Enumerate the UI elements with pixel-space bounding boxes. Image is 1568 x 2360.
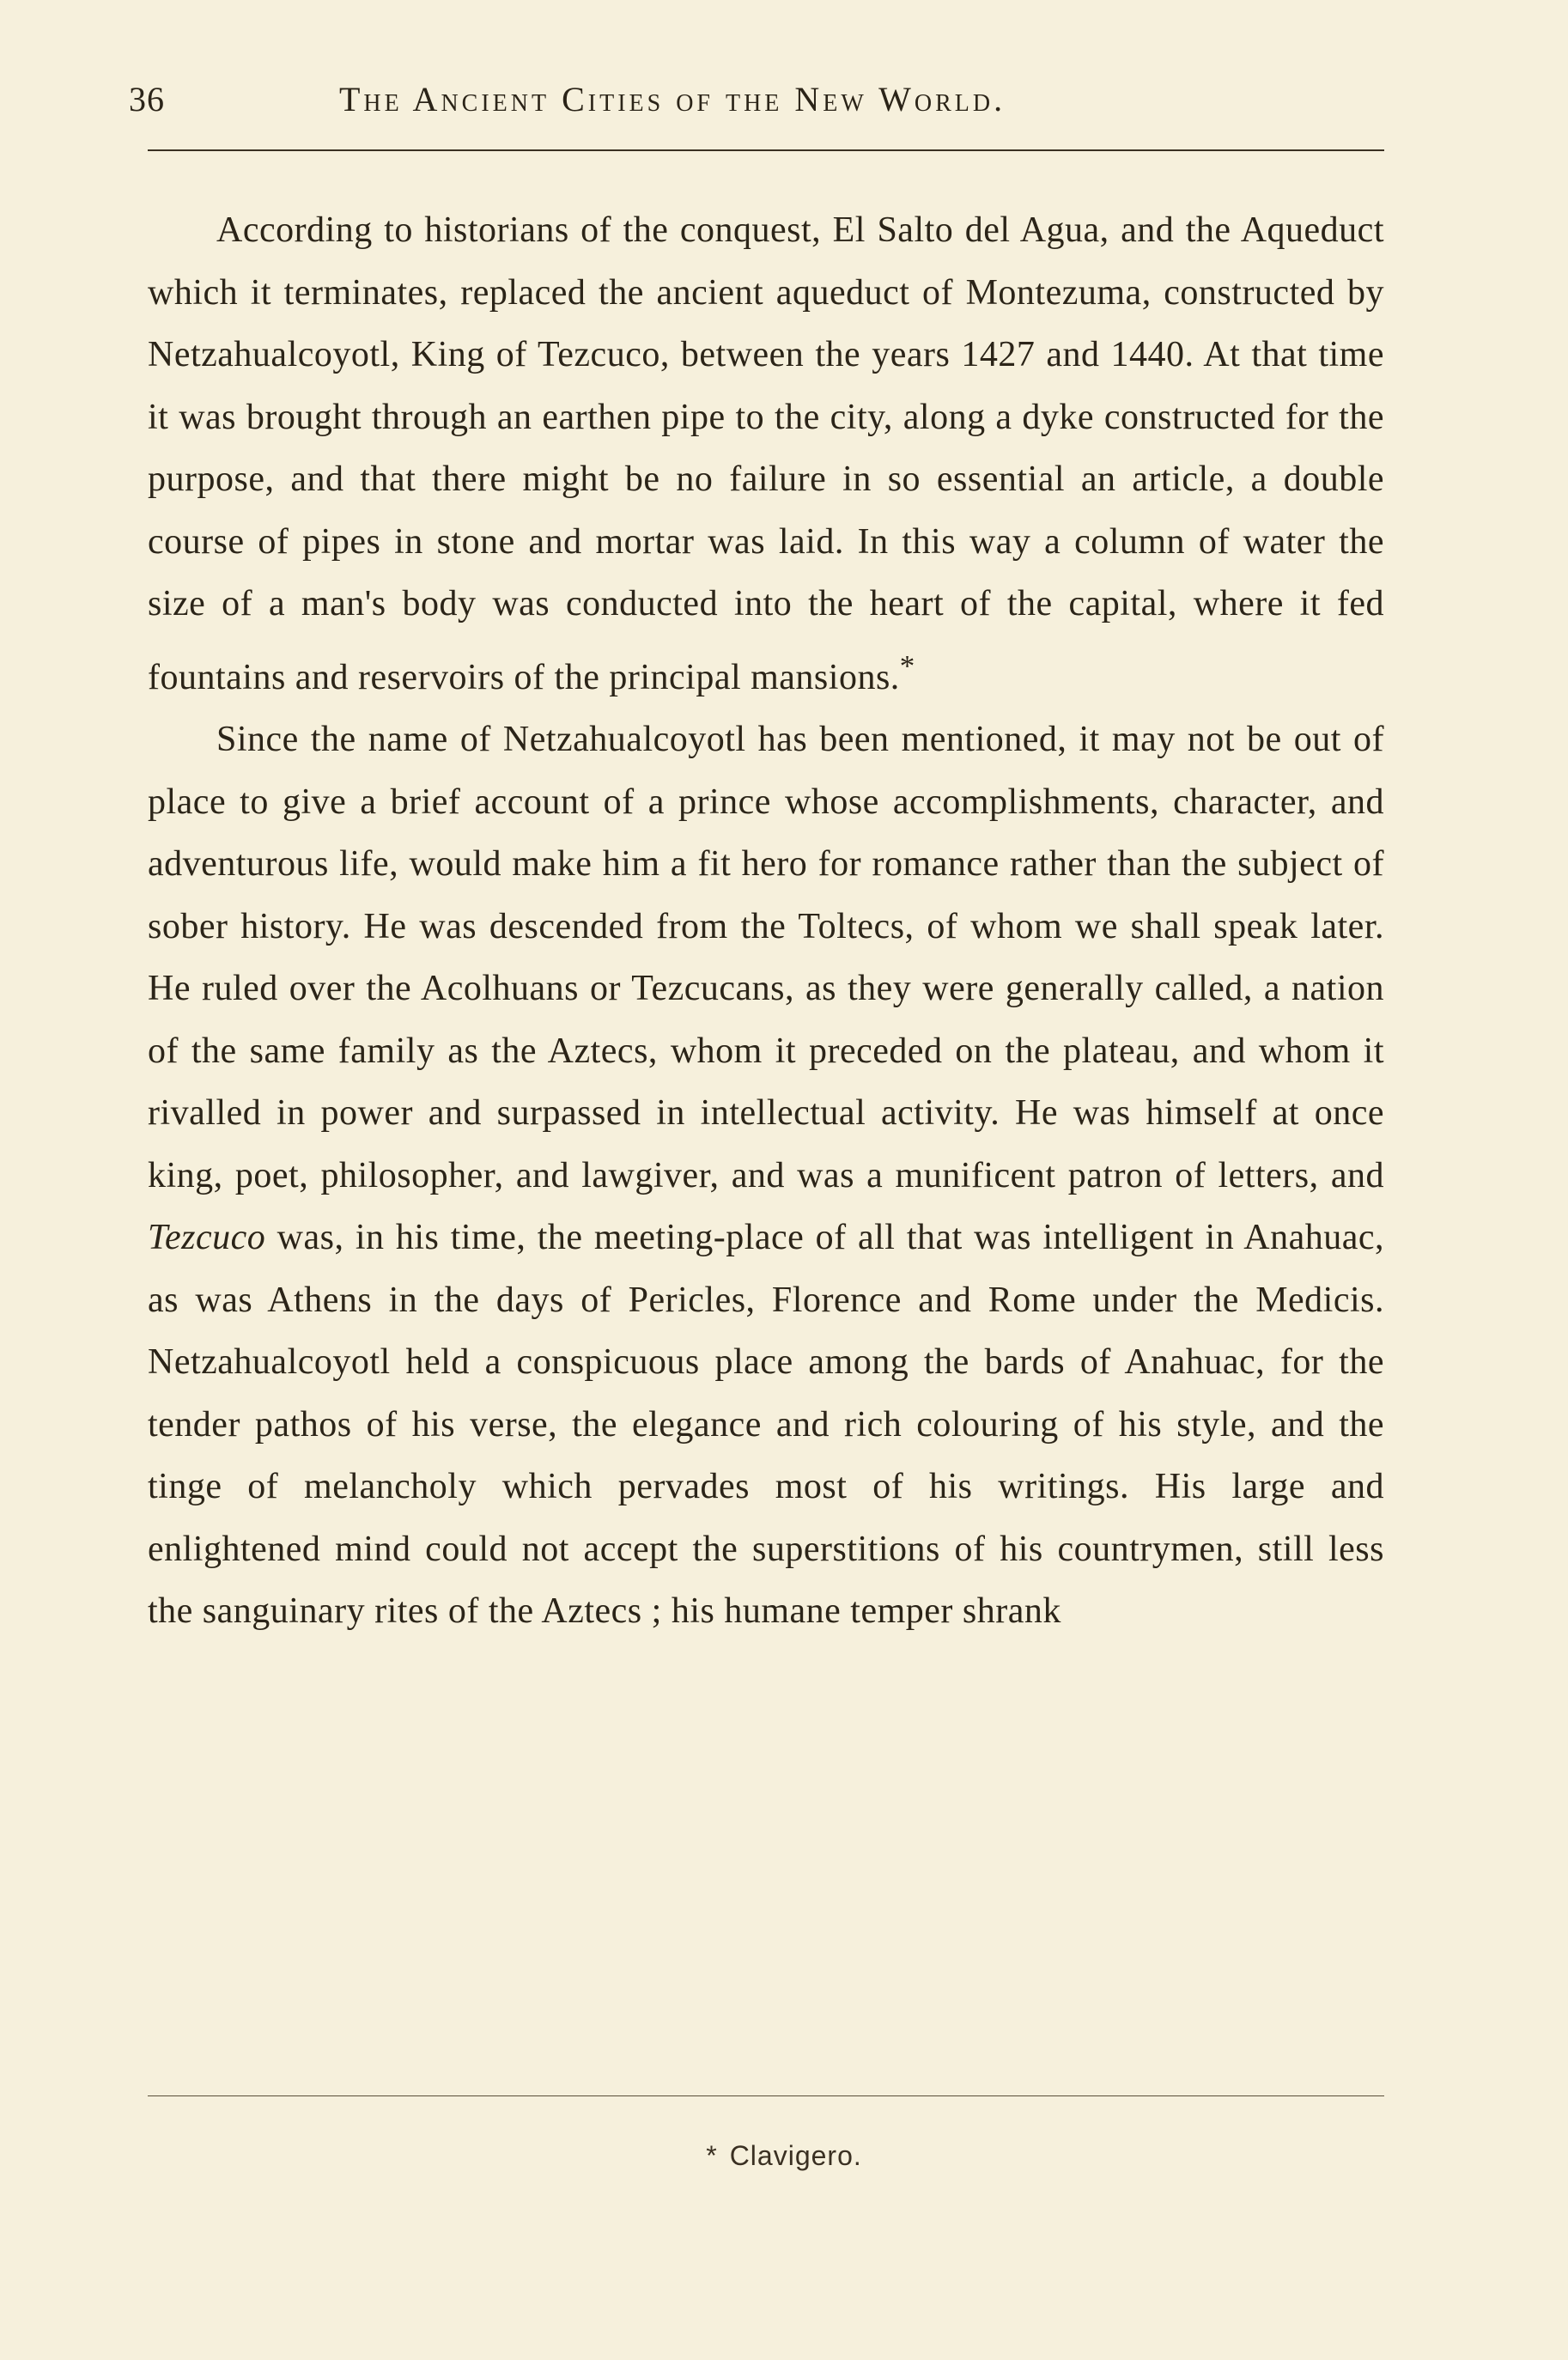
footnote bbox=[0, 2140, 1568, 2172]
footnote-rule bbox=[148, 2095, 1384, 2096]
paragraph-aqueduct bbox=[148, 199, 1384, 709]
page-number: 36 bbox=[129, 80, 165, 119]
body-text bbox=[148, 199, 1384, 2071]
paragraph-netzahualcoyotl-text-start: Since the name of Netzahualcoyotl has been mentioned, it may not be out of place to give a brief account of a prince whose accomplishments, character, and adventurous life, would make him a fit hero for romance rather than the subject of sober history. He was descended from the Toltecs, of whom we shall speak later. He ruled over the Acolhuans or Tezcucans, as they were generally called, a nation of the same family as the Aztecs, whom it preceded on the plateau, and whom it rivalled in power and surpassed in intellectual activity. He was himself at once king, poet, philosopher, and lawgiver, and was a munificent patron of letters, and bbox=[148, 720, 1384, 1195]
paragraph-netzahualcoyotl bbox=[148, 709, 1384, 1643]
running-title: The Ancient Cities of the New World. bbox=[339, 80, 1006, 119]
paragraph-aqueduct-text: According to historians of the conquest, El Salto del Agua, and the Aqueduct which it terminates, replaced the ancient aqueduct of Montezuma, constructed by Netzahualcoyotl, King of Tezcuco, between the years 1427 and 1440. At that time it was brought through an earthen pipe to the city, along a dyke constructed for the purpose, and that there might be no failure in so essential an article, a double course of pipes in stone and mortar was laid. In this way a column of water the size of a man's body was conducted into the heart of the capital, where it fed fountains and reservoirs of the principal mansions. bbox=[148, 210, 1384, 697]
footnote-marker: * bbox=[706, 2140, 718, 2171]
footnote-text: Clavigero. bbox=[729, 2140, 862, 2171]
header-rule bbox=[148, 149, 1384, 151]
footnote-reference: * bbox=[899, 648, 915, 683]
emphasis-tezcuco: Tezcuco bbox=[148, 1218, 266, 1257]
running-head bbox=[129, 79, 1378, 131]
paragraph-netzahualcoyotl-text-end: was, in his time, the meeting-place of all that was intelligent in Anahuac, as was Athens in the days of Pericles, Florence and Rome under the Medicis. Netzahualcoyotl held a conspicuous place among the bards of Anahuac, for the tender pathos of his verse, the elegance and rich colouring of his style, and the tinge of melancholy which pervades most of his writings. His large and enlightened mind could not accept the superstitions of his countrymen, still less the sanguinary rites of the Aztecs ; his humane temper shrank bbox=[148, 1218, 1384, 1631]
